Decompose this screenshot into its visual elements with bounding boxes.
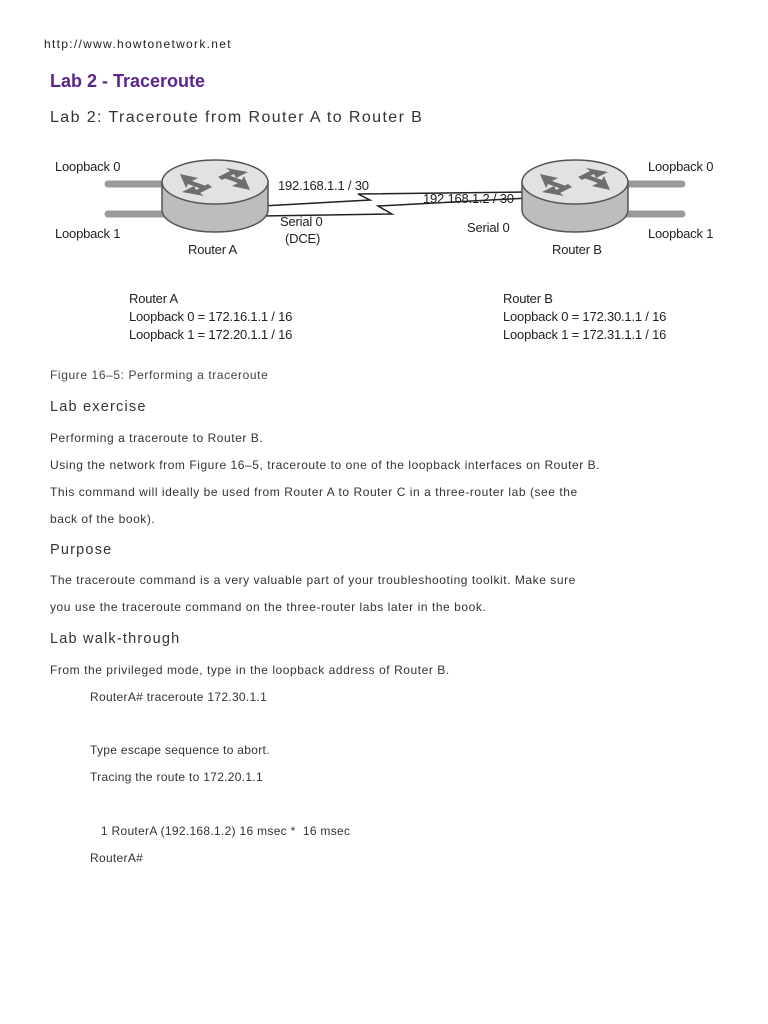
router-a-info-lo0: Loopback 0 = 172.16.1.1 / 16 bbox=[129, 309, 293, 324]
router-a-serial-label: Serial 0 bbox=[280, 214, 323, 229]
code-line: RouterA# traceroute 172.30.1.1 bbox=[90, 690, 268, 704]
code-line: Tracing the route to 172.20.1.1 bbox=[90, 770, 263, 784]
router-a-icon bbox=[162, 160, 268, 232]
purpose-line: The traceroute command is a very valuable part of your troubleshooting toolkit. Make sure bbox=[50, 573, 576, 587]
router-b-serial-label: Serial 0 bbox=[467, 220, 510, 235]
router-a-name: Router A bbox=[188, 242, 237, 257]
section-heading-exercise: Lab exercise bbox=[50, 399, 147, 415]
router-b-info-lo1: Loopback 1 = 172.31.1.1 / 16 bbox=[503, 327, 667, 342]
router-a-loopback0-label: Loopback 0 bbox=[55, 159, 121, 174]
router-a-loopback1-label: Loopback 1 bbox=[55, 226, 121, 241]
router-b-info-lo0: Loopback 0 = 172.30.1.1 / 16 bbox=[503, 309, 667, 324]
exercise-line: Using the network from Figure 16–5, traceroute to one of the loopback interfaces on Router B. bbox=[50, 458, 601, 472]
walkthrough-intro: From the privileged mode, type in the loopback address of Router B. bbox=[50, 663, 450, 677]
code-line: Type escape sequence to abort. bbox=[90, 743, 270, 757]
router-b-name: Router B bbox=[552, 242, 602, 257]
router-b-serial-ip: 192.168.1.2 / 30 bbox=[423, 191, 514, 206]
page-title: Lab 2 - Traceroute bbox=[50, 71, 206, 91]
router-b-loopback1-label: Loopback 1 bbox=[648, 226, 714, 241]
router-a-info-lo1: Loopback 1 = 172.20.1.1 / 16 bbox=[129, 327, 293, 342]
code-line: RouterA# bbox=[90, 851, 144, 865]
figure-caption: Figure 16–5: Performing a traceroute bbox=[50, 368, 269, 382]
router-a-serial-ip: 192.168.1.1 / 30 bbox=[278, 178, 369, 193]
exercise-line: back of the book). bbox=[50, 512, 156, 526]
router-a-info-title: Router A bbox=[129, 291, 178, 306]
router-b-info-title: Router B bbox=[503, 291, 553, 306]
page-subtitle: Lab 2: Traceroute from Router A to Router B bbox=[50, 109, 424, 126]
router-a-dce-note: (DCE) bbox=[285, 231, 321, 246]
router-b-loopback0-label: Loopback 0 bbox=[648, 159, 714, 174]
purpose-line: you use the traceroute command on the three-router labs later in the book. bbox=[50, 600, 487, 614]
router-b-icon bbox=[522, 160, 628, 232]
code-line: 1 RouterA (192.168.1.2) 16 msec * 16 msec bbox=[90, 824, 351, 838]
section-heading-walkthrough: Lab walk-through bbox=[50, 631, 181, 647]
network-diagram bbox=[40, 148, 740, 358]
exercise-line: This command will ideally be used from Router A to Router C in a three-router lab (see the bbox=[50, 485, 578, 499]
source-url: http://www.howtonetwork.net bbox=[44, 37, 232, 51]
exercise-line: Performing a traceroute to Router B. bbox=[50, 431, 264, 445]
section-heading-purpose: Purpose bbox=[50, 542, 113, 558]
